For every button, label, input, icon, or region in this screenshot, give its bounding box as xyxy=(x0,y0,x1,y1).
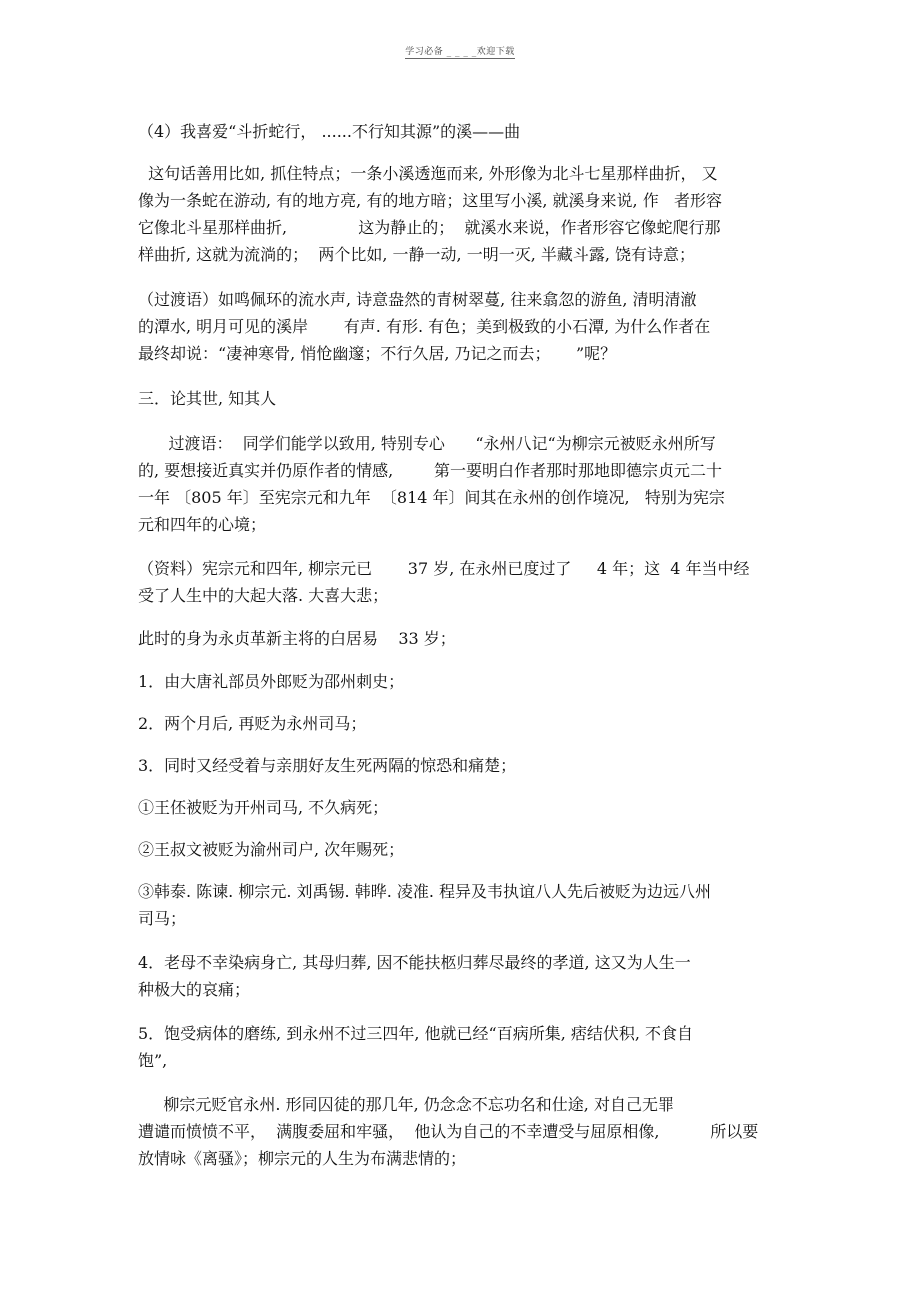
text-line: （资料）宪宗元和四年, 柳宗元已 37 岁, 在永州已度过了 4 年；这 4 年当中经 xyxy=(138,559,750,578)
text-line: 放情咏《离骚》；柳宗元的人生为布满悲情的； xyxy=(138,1149,467,1168)
list-item: 种极大的哀痛； xyxy=(138,980,251,999)
text-line: 柳宗元贬官永州. 形同囚徒的那几年, 仍念念不忘功名和仕途, 对自己无罪 xyxy=(138,1095,674,1114)
text-line: （过渡语）如鸣佩环的流水声, 诗意盎然的青树翠蔓, 往来翕忽的游鱼, 清明清澈 xyxy=(138,290,697,309)
list-item: 司马； xyxy=(138,909,187,928)
list-item: ②王叔文被贬为渝州司户, 次年赐死； xyxy=(138,840,405,859)
text-line: 元和四年的心境； xyxy=(138,515,267,534)
text-line: 受了人生中的大起大落. 大喜大悲； xyxy=(138,586,389,605)
list-item: 1．由大唐礼部员外郎贬为邵州刺史； xyxy=(138,672,405,691)
text-line: 像为一条蛇在游动, 有的地方亮, 有的地方暗；这里写小溪, 就溪身来说, 作 者形容 xyxy=(138,191,722,210)
page-header xyxy=(0,44,920,57)
text-line: 最终却说：“凄神寒骨, 悄怆幽邃；不行久居, 乃记之而去； ”呢？ xyxy=(138,344,617,363)
text-line: 的潭水, 明月可见的溪岸 有声. 有形. 有色；美到极致的小石潭, 为什么作者在 xyxy=(138,317,711,336)
text-line: （4）我喜爱“斗折蛇行， ......不行知其源”的溪——曲 xyxy=(138,122,521,141)
header-text: 学习必备 _ _ _ _欢迎下载 xyxy=(405,47,515,57)
text-line: 一年 〔805 年〕至宪宗元和九年 〔814 年〕间其在永州的创作境况, 特别为宪宗 xyxy=(138,488,725,507)
list-item: ③韩泰. 陈谏. 柳宗元. 刘禹锡. 韩晔. 凌准. 程异及韦执谊八人先后被贬为边远八州 xyxy=(138,882,712,901)
text-line: 遭谴而愤愤不平， 满腹委屈和牢骚， 他认为自己的不幸遭受与屈原相像, 所以要 xyxy=(138,1122,759,1141)
text-line: 它像北斗星那样曲折, 这为静止的； 就溪水来说，作者形容它像蛇爬行那 xyxy=(138,218,721,237)
text-line: 过渡语： 同学们能学以致用, 特别专心 “永州八记“为柳宗元被贬永州所写 xyxy=(138,434,716,453)
text-line: 样曲折, 这就为流淌的； 两个比如, 一静一动, 一明一灭, 半藏斗露, 饶有诗意； xyxy=(138,245,696,264)
list-item: 饱”, xyxy=(138,1051,168,1070)
text-line: 的, 要想接近真实并仍原作者的情感, 第一要明白作者那时那地即德宗贞元二十 xyxy=(138,461,722,480)
list-item: ①王伾被贬为开州司马, 不久病死； xyxy=(138,798,389,817)
list-item: 2．两个月后, 再贬为永州司马； xyxy=(138,714,367,733)
section-heading: 三．论其世, 知其人 xyxy=(138,389,277,408)
list-item: 3．同时又经受着与亲朋好友生死两隔的惊恐和痛楚； xyxy=(138,756,517,775)
text-line: 这句话善用比如, 抓住特点；一条小溪透迤而来, 外形像为北斗七星那样曲折， 又 xyxy=(138,164,718,183)
list-item: 5．饱受病体的磨练, 到永州不过三四年, 他就已经“百病所集, 痞结伏积, 不食自 xyxy=(138,1024,694,1043)
list-item: 4．老母不幸染病身亡, 其母归葬, 因不能扶柩归葬尽最终的孝道, 这又为人生一 xyxy=(138,953,691,972)
text-line: 此时的身为永贞革新主将的白居易 33 岁； xyxy=(138,629,456,648)
